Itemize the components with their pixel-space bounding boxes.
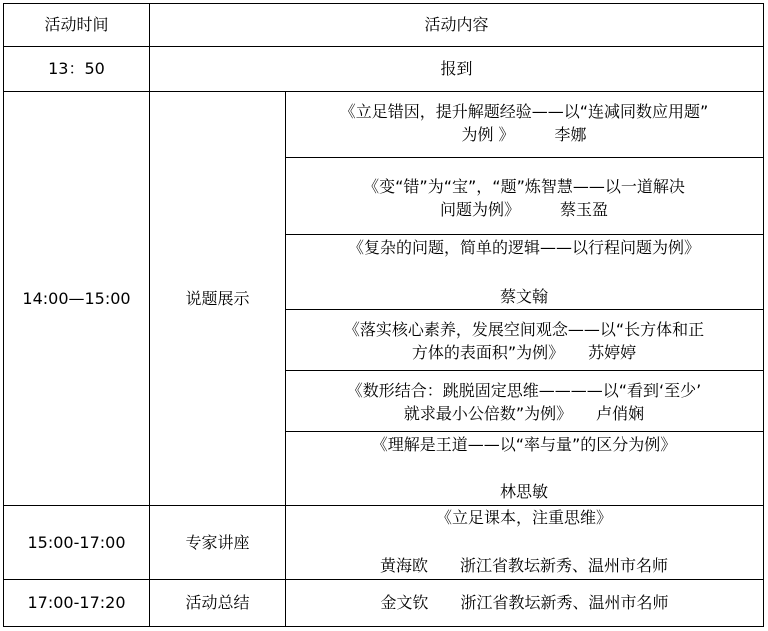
lecture-speaker: 黄海欧 浙江省教坛新秀、温州市名师 [379,556,668,575]
talk-divider [285,234,764,235]
talk-item [286,379,762,425]
talk-item [286,318,762,364]
talks-category: 说题展示 [185,288,250,308]
summary-speaker: 金文钦 浙江省教坛新秀、温州市名师 [380,593,669,612]
lecture-title: 《立足课本，注重思维》 [435,508,612,527]
talk-author: 林思敏 [499,482,548,501]
talk-item [286,236,762,259]
talk-item [286,100,762,146]
summary-category: 活动总结 [185,593,250,612]
summary-time: 17:00-17:20 [27,593,126,612]
lecture-category: 专家讲座 [185,532,250,552]
schedule-table [3,3,763,627]
register-content: 报到 [440,59,473,78]
talk-title-line1: 《立足错因，提升解题经验——以“连减同数应用题” [339,102,709,121]
talk-title-line1: 《复杂的问题，简单的逻辑——以行程问题为例》 [347,238,700,257]
talk-divider [285,157,764,158]
talks-time: 14:00—15:00 [22,288,131,308]
talk-title-line2: 方体的表面积”为例》 苏婷婷 [411,343,637,362]
talk-item [286,175,762,221]
talk-item [286,433,762,456]
header-content: 活动内容 [424,15,489,34]
header-time: 活动时间 [44,15,109,34]
table-border-right [763,3,764,627]
talk-divider [285,431,764,432]
talk-divider [285,309,764,310]
table-border-bottom [3,626,764,627]
talk-title-line1: 《变“错”为“宝”，“题”炼智慧——以一道解决 [363,177,685,196]
talk-title-line1: 《数形结合：跳脱固定思维————以“看到‘至少’ [346,381,702,400]
talk-title-line2: 为例 》 李娜 [461,125,587,144]
talk-author: 蔡文翰 [499,287,548,306]
lecture-time: 15:00-17:00 [27,532,126,552]
register-time: 13：50 [48,59,105,78]
talk-title-line1: 《落实核心素养，发展空间观念——以“长方体和正 [343,320,705,339]
talk-title-line2: 就求最小公倍数”为例》 卢俏娴 [403,404,645,423]
talk-divider [285,370,764,371]
talk-title-line1: 《理解是王道——以“率与量”的区分为例》 [371,435,677,454]
talk-title-line2: 问题为例》 蔡玉盈 [439,200,608,219]
